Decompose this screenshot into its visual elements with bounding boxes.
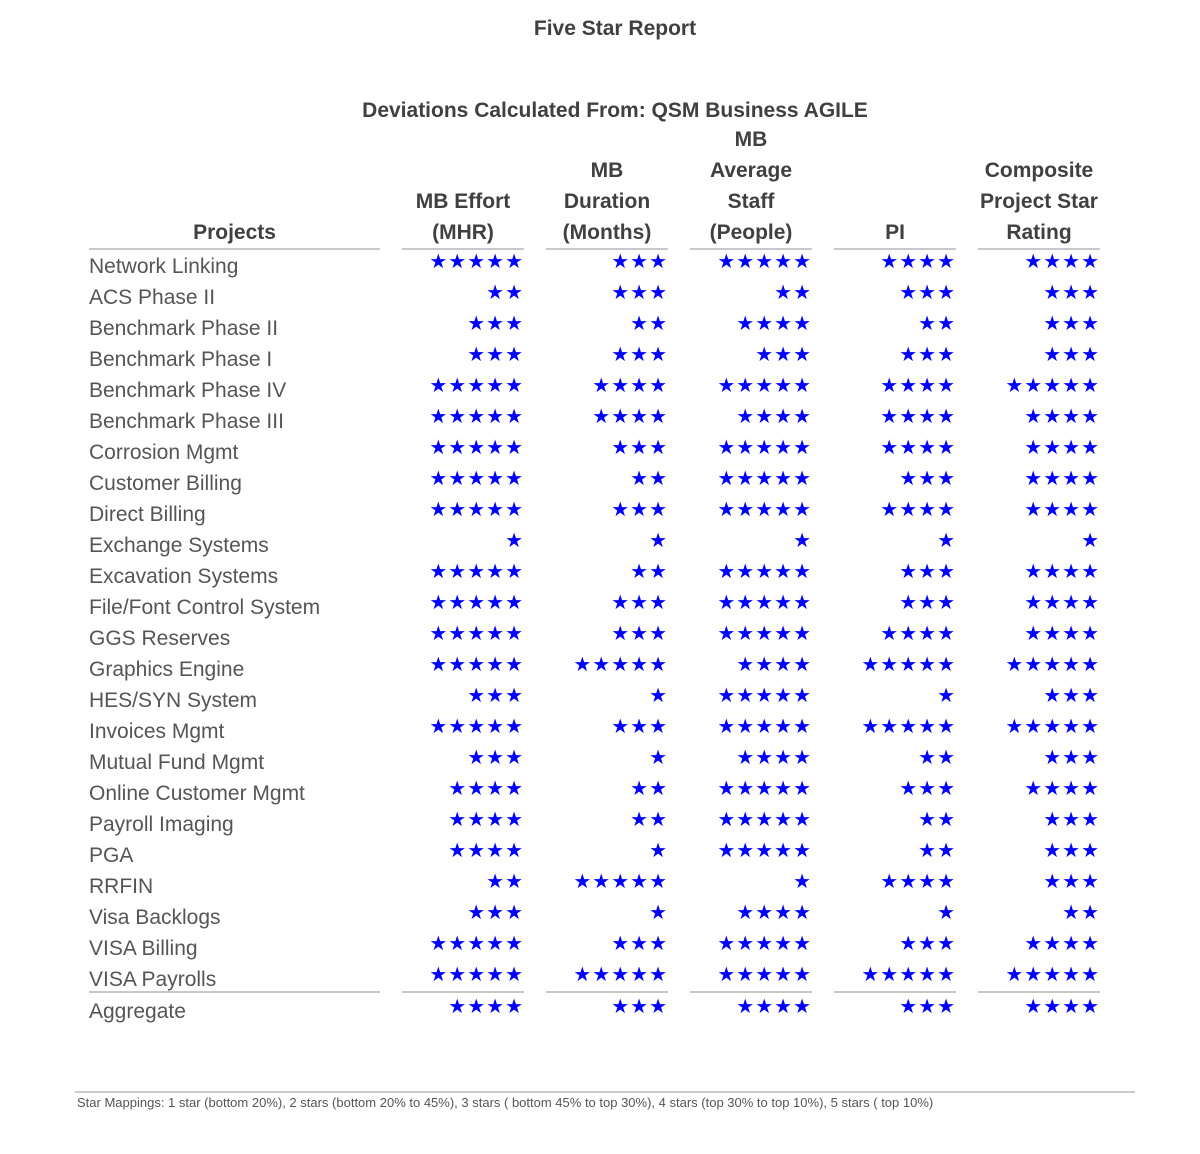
report-title: Five Star Report (533, 17, 697, 40)
star-rating-mb-average-staff: ★★★★★ (717, 561, 812, 583)
project-name: Aggregate (89, 1000, 186, 1023)
star-rating-mb-average-staff: ★★★★★ (717, 964, 812, 986)
header-composite-rating (978, 128, 1100, 250)
star-rating-mb-duration: ★★ (630, 561, 668, 583)
project-name: Exchange Systems (89, 534, 269, 557)
star-rating-composite-rating: ★★★★ (1024, 406, 1100, 428)
star-rating-composite-rating: ★★★★ (1024, 996, 1100, 1018)
star-rating-mb-average-staff: ★★★★ (736, 406, 812, 428)
project-name: Payroll Imaging (89, 813, 234, 836)
star-rating-mb-duration: ★★★★ (592, 375, 668, 397)
star-rating-composite-rating: ★★★★ (1024, 468, 1100, 490)
header-line: PI (885, 221, 905, 244)
star-rating-composite-rating: ★★★★ (1024, 251, 1100, 273)
header-mb-average-staff (690, 128, 812, 250)
aggregate-divider-mb-duration (546, 991, 668, 993)
star-rating-mb-effort: ★★★★ (448, 778, 524, 800)
star-rating-composite-rating: ★★★★ (1024, 561, 1100, 583)
star-rating-mb-average-staff: ★★★★★ (717, 685, 812, 707)
star-rating-composite-rating: ★★★★ (1024, 592, 1100, 614)
project-name: File/Font Control System (89, 596, 321, 619)
project-name: Corrosion Mgmt (89, 441, 239, 464)
star-rating-mb-duration: ★★★ (611, 251, 668, 273)
star-rating-pi: ★★★ (899, 933, 956, 955)
star-rating-composite-rating: ★★★★ (1024, 499, 1100, 521)
star-rating-pi: ★★★★ (880, 437, 956, 459)
header-line: (MHR) (432, 221, 494, 244)
aggregate-divider-composite-rating (978, 991, 1100, 993)
project-name: Benchmark Phase I (89, 348, 273, 371)
aggregate-divider (89, 991, 380, 993)
project-name: VISA Billing (89, 937, 198, 960)
star-rating-pi: ★★★ (899, 996, 956, 1018)
star-rating-composite-rating: ★★★★★ (1005, 375, 1100, 397)
star-rating-composite-rating: ★★★ (1043, 282, 1100, 304)
star-rating-mb-effort: ★★★ (467, 902, 524, 924)
star-rating-composite-rating: ★★★ (1043, 809, 1100, 831)
star-rating-mb-effort: ★★★ (467, 685, 524, 707)
star-rating-mb-duration: ★★ (630, 468, 668, 490)
star-rating-composite-rating: ★★★ (1043, 313, 1100, 335)
header-line: Rating (1006, 221, 1072, 244)
star-rating-composite-rating: ★★★ (1043, 344, 1100, 366)
star-rating-pi: ★ (937, 530, 956, 552)
star-rating-mb-duration: ★ (649, 685, 668, 707)
star-rating-mb-average-staff: ★★★★★ (717, 840, 812, 862)
project-name: Customer Billing (89, 472, 242, 495)
header-line: (Months) (562, 221, 652, 244)
star-rating-composite-rating: ★ (1081, 530, 1100, 552)
star-rating-mb-effort: ★★★★ (448, 840, 524, 862)
star-rating-mb-duration: ★★★ (611, 499, 668, 521)
star-rating-mb-average-staff: ★★★★★ (717, 809, 812, 831)
project-name: Invoices Mgmt (89, 720, 225, 743)
star-rating-pi: ★★ (918, 313, 956, 335)
star-rating-mb-effort: ★★ (486, 282, 524, 304)
header-projects (89, 128, 380, 250)
header-line: Composite (984, 159, 1094, 182)
star-rating-mb-duration: ★★★★★ (573, 654, 668, 676)
star-rating-pi: ★★★ (899, 592, 956, 614)
project-name: RRFIN (89, 875, 154, 898)
star-rating-composite-rating: ★★★★ (1024, 933, 1100, 955)
star-rating-mb-duration: ★ (649, 530, 668, 552)
star-rating-mb-average-staff: ★★★★★ (717, 499, 812, 521)
project-name: Benchmark Phase III (89, 410, 284, 433)
star-rating-mb-duration: ★★★ (611, 716, 668, 738)
project-name: VISA Payrolls (89, 968, 217, 991)
star-rating-pi: ★ (937, 685, 956, 707)
project-name: Mutual Fund Mgmt (89, 751, 265, 774)
star-rating-mb-duration: ★★★★ (592, 406, 668, 428)
star-rating-composite-rating: ★★★ (1043, 871, 1100, 893)
star-rating-pi: ★★★★ (880, 623, 956, 645)
star-rating-mb-duration: ★★ (630, 809, 668, 831)
star-rating-mb-average-staff: ★★★★★ (717, 933, 812, 955)
star-rating-mb-effort: ★★★★★ (429, 654, 524, 676)
header-line: MB Effort (415, 190, 511, 213)
star-mappings-note: Star Mappings: 1 star (bottom 20%), 2 stars (bottom 20% to 45%), 3 stars ( bottom 45% to top 30%), 4 stars (top 30% to top 10%), 5 stars ( top 10%) (77, 1095, 934, 1110)
star-rating-mb-effort: ★★★ (467, 747, 524, 769)
star-rating-mb-duration: ★ (649, 747, 668, 769)
header-pi (834, 128, 956, 250)
star-rating-composite-rating: ★★★★★ (1005, 716, 1100, 738)
star-rating-pi: ★★★★ (880, 499, 956, 521)
star-rating-pi: ★★★★★ (861, 654, 956, 676)
star-rating-mb-average-staff: ★★★★★ (717, 437, 812, 459)
star-rating-composite-rating: ★★★ (1043, 747, 1100, 769)
star-rating-mb-duration: ★★★★★ (573, 871, 668, 893)
footer-divider (75, 1091, 1135, 1093)
star-rating-mb-average-staff: ★★★★ (736, 313, 812, 335)
star-rating-mb-duration: ★★★ (611, 344, 668, 366)
project-name: Graphics Engine (89, 658, 245, 681)
star-rating-mb-average-staff: ★★★★ (736, 654, 812, 676)
project-name: Benchmark Phase IV (89, 379, 287, 402)
star-rating-pi: ★★★★ (880, 375, 956, 397)
star-rating-pi: ★★★★ (880, 406, 956, 428)
star-rating-mb-average-staff: ★★★★★ (717, 623, 812, 645)
star-rating-mb-duration: ★★★ (611, 623, 668, 645)
star-rating-mb-average-staff: ★★★★ (736, 996, 812, 1018)
header-projects-label: Projects (193, 221, 276, 244)
star-rating-pi: ★★★★ (880, 251, 956, 273)
star-rating-mb-average-staff: ★★★★ (736, 902, 812, 924)
project-name: PGA (89, 844, 134, 867)
star-rating-composite-rating: ★★ (1062, 902, 1100, 924)
header-mb-duration (546, 128, 668, 250)
star-rating-pi: ★★★★★ (861, 964, 956, 986)
header-line: (People) (709, 221, 793, 244)
star-rating-composite-rating: ★★★★★ (1005, 654, 1100, 676)
header-line: MB (734, 128, 768, 151)
star-rating-mb-effort: ★★★★★ (429, 468, 524, 490)
star-rating-pi: ★★★★★ (861, 716, 956, 738)
star-rating-mb-effort: ★★★★★ (429, 623, 524, 645)
project-name: Direct Billing (89, 503, 206, 526)
star-rating-mb-effort: ★★★ (467, 313, 524, 335)
star-rating-mb-effort: ★★★★ (448, 996, 524, 1018)
header-line: Project Star (980, 190, 1098, 213)
star-rating-mb-average-staff: ★★★★ (736, 747, 812, 769)
star-rating-pi: ★★ (918, 809, 956, 831)
star-rating-pi: ★★★ (899, 778, 956, 800)
star-rating-pi: ★★★ (899, 282, 956, 304)
aggregate-divider-pi (834, 991, 956, 993)
star-rating-mb-average-staff: ★★★★★ (717, 716, 812, 738)
star-rating-composite-rating: ★★★★★ (1005, 964, 1100, 986)
star-rating-mb-effort: ★★★★ (448, 809, 524, 831)
star-rating-mb-duration: ★★★ (611, 282, 668, 304)
star-rating-mb-average-staff: ★★★ (755, 344, 812, 366)
header-line: Average (709, 159, 793, 182)
star-rating-mb-effort: ★★★★★ (429, 592, 524, 614)
star-rating-mb-duration: ★★★ (611, 996, 668, 1018)
star-rating-composite-rating: ★★★ (1043, 840, 1100, 862)
aggregate-row (0, 996, 1200, 1027)
star-rating-composite-rating: ★★★★ (1024, 437, 1100, 459)
report-subtitle: Deviations Calculated From: QSM Business AGILE (362, 99, 868, 122)
project-name: Excavation Systems (89, 565, 279, 588)
star-rating-mb-effort: ★★★★★ (429, 964, 524, 986)
star-rating-mb-effort: ★★ (486, 871, 524, 893)
star-rating-mb-effort: ★★★★★ (429, 716, 524, 738)
star-rating-mb-effort: ★★★★★ (429, 499, 524, 521)
aggregate-divider-mb-average-staff (690, 991, 812, 993)
star-rating-mb-duration: ★★★ (611, 933, 668, 955)
star-rating-composite-rating: ★★★★ (1024, 778, 1100, 800)
project-name: Network Linking (89, 255, 239, 278)
star-rating-mb-average-staff: ★★★★★ (717, 375, 812, 397)
header-line: MB (590, 159, 624, 182)
project-name: GGS Reserves (89, 627, 231, 650)
star-rating-pi: ★★★★ (880, 871, 956, 893)
star-rating-composite-rating: ★★★ (1043, 685, 1100, 707)
project-name: Visa Backlogs (89, 906, 221, 929)
star-rating-mb-duration: ★ (649, 840, 668, 862)
aggregate-divider-mb-effort (402, 991, 524, 993)
header-line: Staff (727, 190, 775, 213)
star-rating-mb-effort: ★★★★★ (429, 561, 524, 583)
header-mb-effort (402, 128, 524, 250)
star-rating-pi: ★★★ (899, 561, 956, 583)
star-rating-mb-average-staff: ★ (793, 871, 812, 893)
star-rating-mb-effort: ★★★★★ (429, 375, 524, 397)
star-rating-composite-rating: ★★★★ (1024, 623, 1100, 645)
star-rating-mb-effort: ★ (505, 530, 524, 552)
star-rating-mb-duration: ★ (649, 902, 668, 924)
project-name: HES/SYN System (89, 689, 258, 712)
project-name: Benchmark Phase II (89, 317, 279, 340)
star-rating-pi: ★★ (918, 747, 956, 769)
star-rating-pi: ★ (937, 902, 956, 924)
header-line: Duration (563, 190, 651, 213)
star-rating-mb-duration: ★★★ (611, 592, 668, 614)
star-rating-mb-average-staff: ★★ (774, 282, 812, 304)
star-rating-mb-effort: ★★★★★ (429, 251, 524, 273)
star-rating-pi: ★★ (918, 840, 956, 862)
star-rating-mb-average-staff: ★★★★★ (717, 251, 812, 273)
project-name: ACS Phase II (89, 286, 216, 309)
star-rating-mb-average-staff: ★★★★★ (717, 468, 812, 490)
star-rating-mb-effort: ★★★★★ (429, 933, 524, 955)
star-rating-mb-average-staff: ★★★★★ (717, 592, 812, 614)
star-rating-mb-duration: ★★★★★ (573, 964, 668, 986)
star-rating-pi: ★★★ (899, 468, 956, 490)
star-rating-mb-effort: ★★★★★ (429, 406, 524, 428)
project-name: Online Customer Mgmt (89, 782, 305, 805)
star-rating-mb-average-staff: ★★★★★ (717, 778, 812, 800)
star-rating-pi: ★★★ (899, 344, 956, 366)
star-rating-mb-average-staff: ★ (793, 530, 812, 552)
star-rating-mb-duration: ★★★ (611, 437, 668, 459)
star-rating-mb-duration: ★★ (630, 313, 668, 335)
star-rating-mb-effort: ★★★ (467, 344, 524, 366)
star-rating-mb-effort: ★★★★★ (429, 437, 524, 459)
star-rating-mb-duration: ★★ (630, 778, 668, 800)
